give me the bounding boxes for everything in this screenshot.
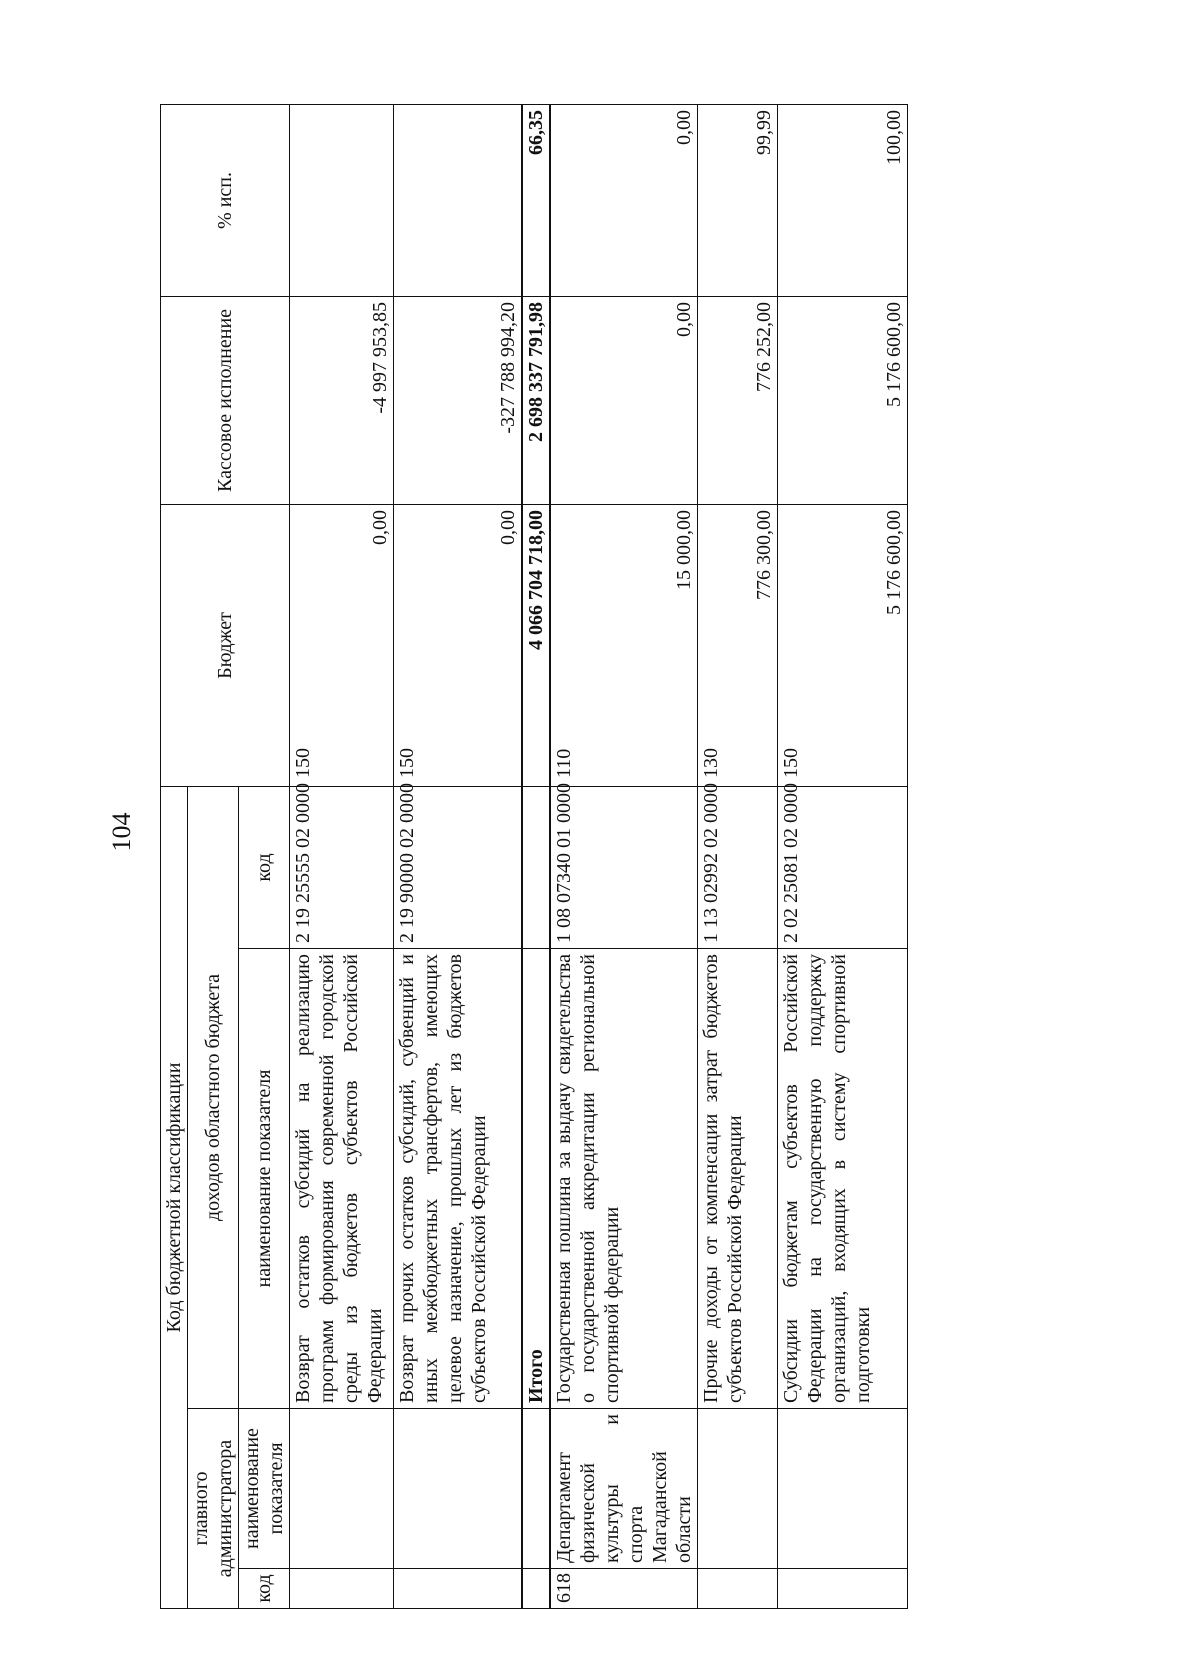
- cash-cell: 776 252,00: [697, 296, 777, 504]
- revenue-code-cell: [522, 786, 550, 948]
- header-revenue-code: код: [239, 786, 290, 948]
- table-row: [777, 104, 907, 1608]
- revenue-name-cell: Государственная пошлина за выдачу свидетельства о государственной аккредитации региональной спортивной федерации: [550, 949, 698, 1409]
- budget-revenue-table: [160, 104, 908, 1609]
- header-revenues: доходов областного бюджета: [188, 786, 239, 1408]
- total-label-cell: Итого: [522, 949, 550, 1409]
- revenue-code-cell: 1 08 07340 01 0000 110: [550, 786, 698, 948]
- cash-cell: 0,00: [550, 296, 698, 504]
- budget-total-cell: 4 066 704 718,00: [522, 504, 550, 786]
- budget-cell: 776 300,00: [697, 504, 777, 786]
- admin-code-cell: 618: [550, 1569, 698, 1609]
- table-row-total: [522, 104, 550, 1608]
- cash-cell: 5 176 600,00: [777, 296, 907, 504]
- pct-cell: 0,00: [550, 104, 698, 296]
- rotated-table-container: [160, 105, 905, 1609]
- admin-name-cell: [290, 1409, 394, 1569]
- admin-code-cell: [697, 1569, 777, 1609]
- pct-cell: [394, 104, 522, 296]
- budget-cell: 0,00: [290, 504, 394, 786]
- cash-total-cell: 2 698 337 791,98: [522, 296, 550, 504]
- admin-name-cell: [777, 1409, 907, 1569]
- pct-cell: [290, 104, 394, 296]
- revenue-name-cell: Возврат остатков субсидий на реализацию программ формирования современной городской среды из бюджетов субъектов Российской Федерации: [290, 949, 394, 1409]
- admin-name-cell: [522, 1409, 550, 1569]
- table-row: [697, 104, 777, 1608]
- header-budget: Бюджет: [161, 504, 290, 786]
- admin-code-cell: [394, 1569, 522, 1609]
- header-pct: % исп.: [161, 104, 290, 296]
- pct-cell: 99,99: [697, 104, 777, 296]
- revenue-code-cell: 2 19 25555 02 0000 150: [290, 786, 394, 948]
- revenue-name-cell: Возврат прочих остатков субсидий, субвенций и иных межбюджетных трансфертов, имеющих целевое назначение, прошлых лет из бюджетов субъектов Российской Федерации: [394, 949, 522, 1409]
- budget-cell: 0,00: [394, 504, 522, 786]
- admin-name-cell: [394, 1409, 522, 1569]
- admin-code-cell: [777, 1569, 907, 1609]
- pct-total-cell: 66,35: [522, 104, 550, 296]
- header-chief-admin: главного администратора: [188, 1409, 239, 1609]
- header-admin-name: наименование показателя: [239, 1409, 290, 1569]
- admin-name-cell: [697, 1409, 777, 1569]
- budget-cell: 15 000,00: [550, 504, 698, 786]
- budget-cell: 5 176 600,00: [777, 504, 907, 786]
- cash-cell: -4 997 953,85: [290, 296, 394, 504]
- revenue-name-cell: Прочие доходы от компенсации затрат бюджетов субъектов Российской Федерации: [697, 949, 777, 1409]
- admin-code-cell: [290, 1569, 394, 1609]
- revenue-code-cell: 1 13 02992 02 0000 130: [697, 786, 777, 948]
- revenue-name-cell: Субсидии бюджетам субъектов Российской Федерации на государственную поддержку организаций, входящих в систему спортивной подготовки: [777, 949, 907, 1409]
- header-revenue-name: наименование показателя: [239, 949, 290, 1409]
- cash-cell: -327 788 994,20: [394, 296, 522, 504]
- pct-cell: 100,00: [777, 104, 907, 296]
- page-number: 104: [107, 812, 136, 852]
- table-row: [394, 104, 522, 1608]
- admin-name-cell: Департамент физической культуры и спорта Магаданской области: [550, 1409, 698, 1569]
- header-admin-code: код: [239, 1569, 290, 1609]
- header-cash: Кассовое исполнение: [161, 296, 290, 504]
- header-classification: Код бюджетной классификации: [161, 786, 188, 1608]
- revenue-code-cell: 2 19 90000 02 0000 150: [394, 786, 522, 948]
- revenue-code-cell: 2 02 25081 02 0000 150: [777, 786, 907, 948]
- table-row: [550, 104, 698, 1608]
- admin-code-cell: [522, 1569, 550, 1609]
- table-row: [290, 104, 394, 1608]
